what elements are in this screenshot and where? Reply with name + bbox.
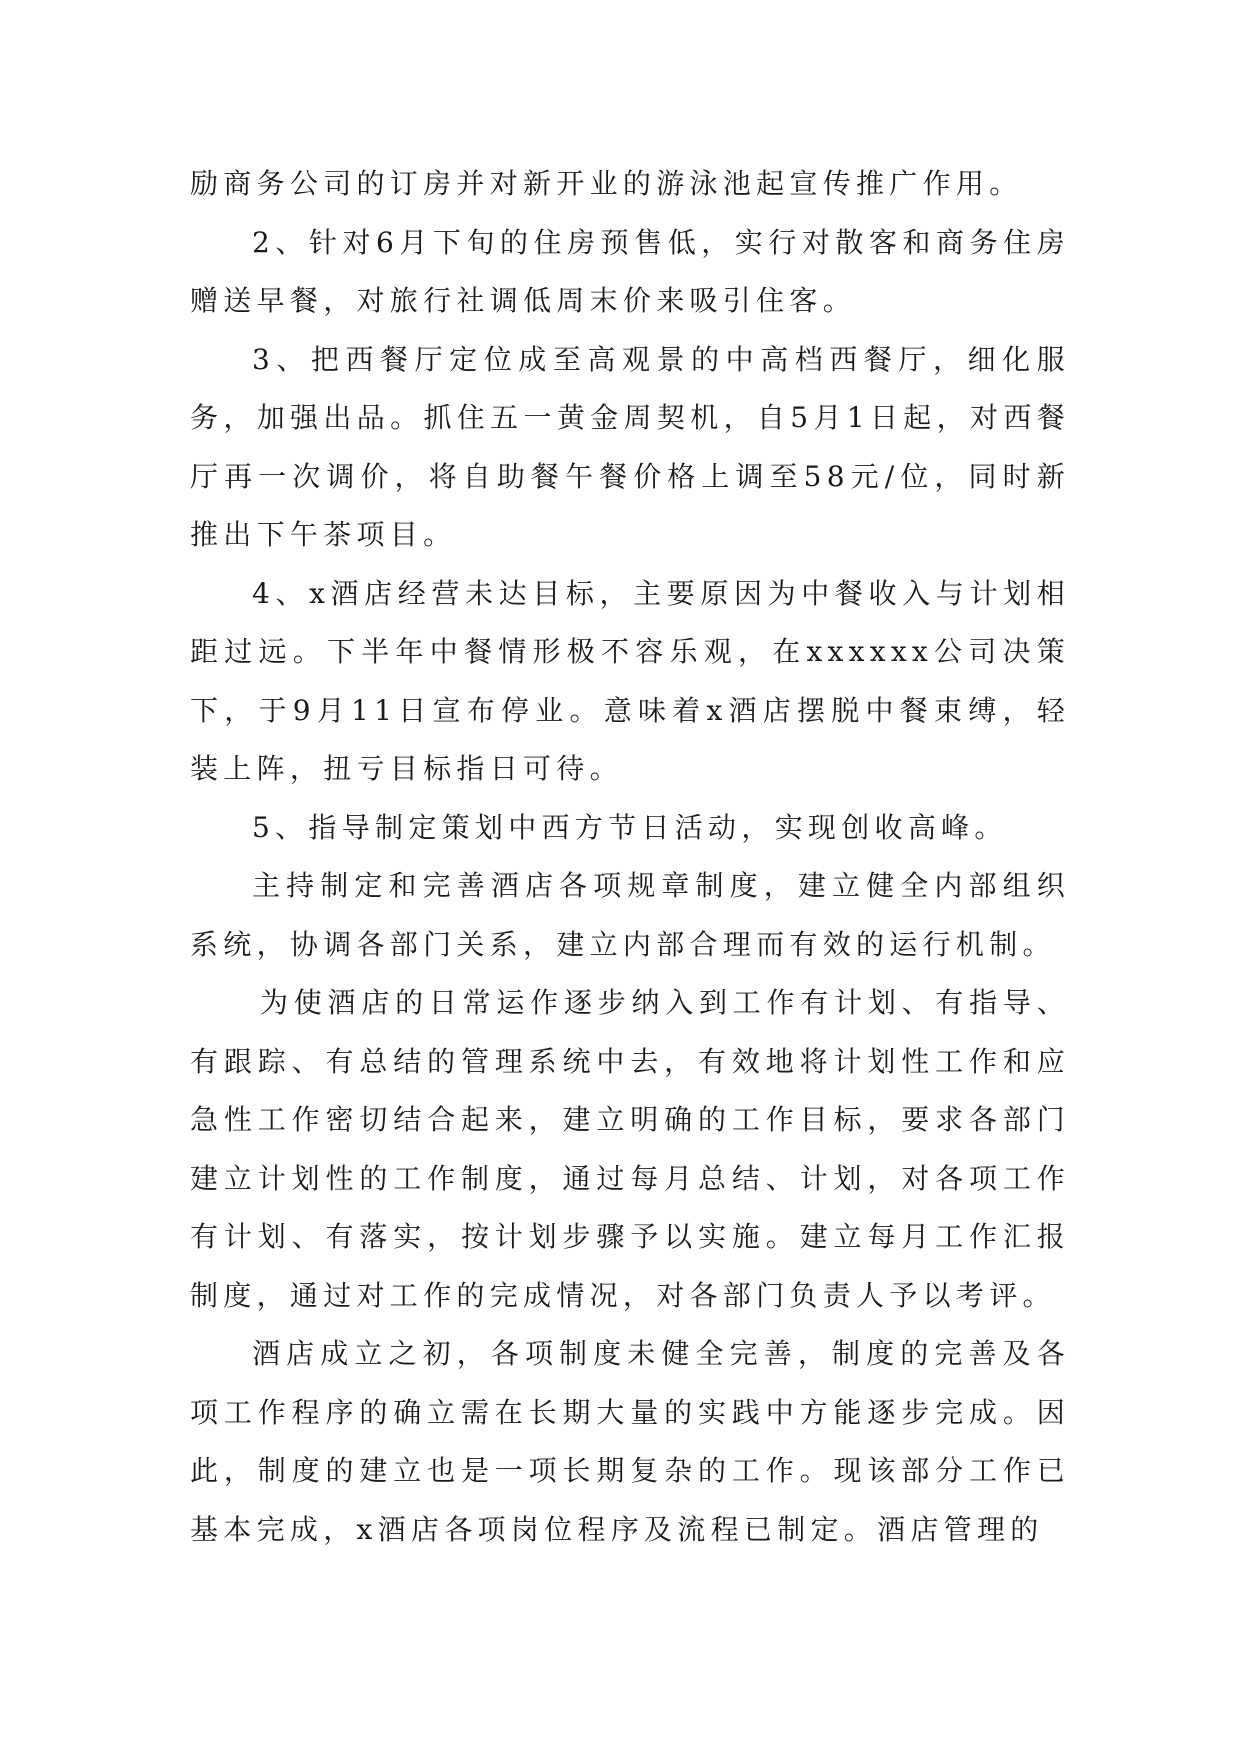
document-body	[190, 155, 1070, 1559]
paragraph-item-4: 4、x酒店经营未达目标，主要原因为中餐收入与计划相距过远。下半年中餐情形极不容乐观，在xxxxxx公司决策下，于9月11日宣布停业。意味着x酒店摆脱中餐束缚，轻装上阵，扭亏目标指日可待。	[190, 576, 1070, 785]
paragraph-continued: 励商务公司的订房并对新开业的游泳池起宣传推广作用。	[190, 167, 1023, 200]
paragraph-planning: 为使酒店的日常运作逐步纳入到工作有计划、有指导、有跟踪、有总结的管理系统中去，有效地将计划性工作和应急性工作密切结合起来，建立明确的工作目标，要求各部门建立计划性的工作制度，通过每月总结、计划，对各项工作有计划、有落实，按计划步骤予以实施。建立每月工作汇报制度，通过对工作的完成情况，对各部门负责人予以考评。	[190, 986, 1070, 1312]
paragraph-establishment: 酒店成立之初，各项制度未健全完善，制度的完善及各项工作程序的确立需在长期大量的实践中方能逐步完成。因此，制度的建立也是一项长期复杂的工作。现该部分工作已基本完成，x酒店各项岗位程序及流程已制定。酒店管理的	[190, 1337, 1070, 1546]
paragraph-item-5: 5、指导制定策划中西方节日活动，实现创收高峰。	[252, 810, 1008, 844]
paragraph-item-2: 2、针对6月下旬的住房预售低，实行对散客和商务住房赠送早餐，对旅行社调低周末价来吸引住客。	[190, 225, 1070, 317]
paragraph-regulations: 主持制定和完善酒店各项规章制度，建立健全内部组织系统，协调各部门关系，建立内部合理而有效的运行机制。	[190, 869, 1070, 961]
paragraph-item-3: 3、把西餐厅定位成至高观景的中高档西餐厅，细化服务，加强出品。抓住五一黄金周契机，自5月1日起，对西餐厅再一次调价，将自助餐午餐价格上调至58元/位，同时新推出下午茶项目。	[190, 342, 1070, 551]
